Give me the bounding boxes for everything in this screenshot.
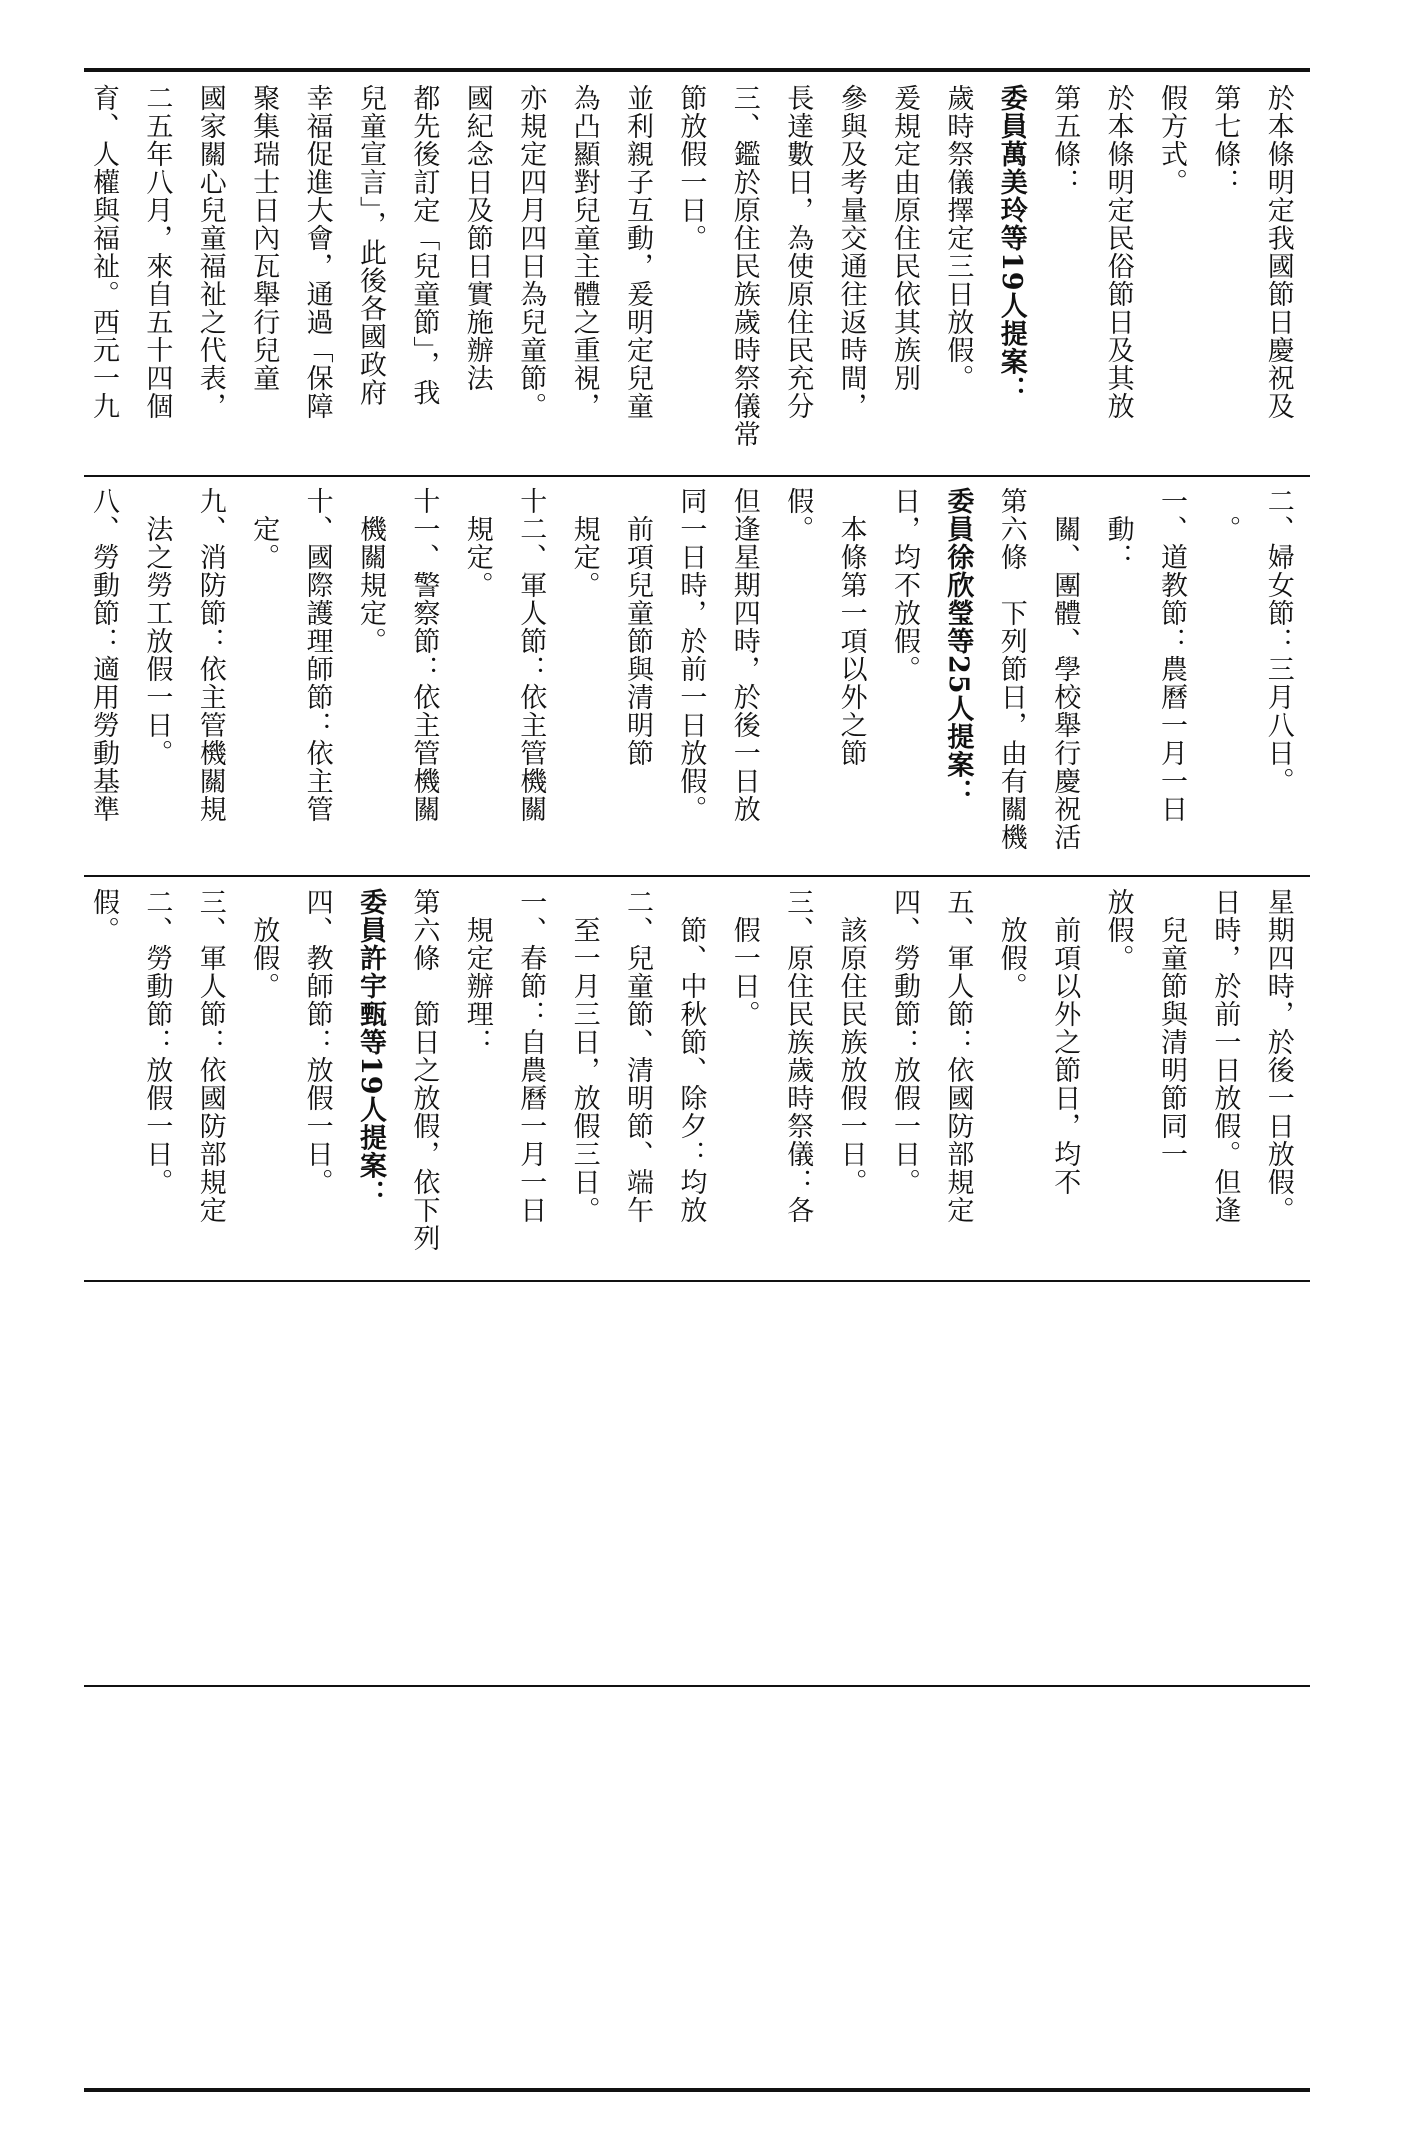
text-line: 前項兒童節與清明節 [622, 487, 653, 767]
text-line: 九、消防節：依主管機關規 [194, 487, 226, 823]
text-line: 二、勞動節：放假一日。 [141, 888, 173, 1196]
text-line: 但逢星期四時，於後一日放 [728, 487, 760, 823]
text-line: 八、勞動節：適用勞動基準 [88, 487, 119, 823]
text-line: 第五條： [1049, 84, 1081, 196]
text-line: 節放假一日。 [675, 84, 707, 252]
text-line: 假。 [88, 888, 119, 944]
text-line: 爰規定由原住民依其族別 [889, 84, 920, 392]
text-line: 關、團體、學校舉行慶祝活 [1049, 487, 1081, 851]
text-line: 第六條 節日之放假，依下列 [408, 888, 440, 1252]
divider-rule-4 [84, 1685, 1310, 1687]
text-line: 並利親子互動，爰明定兒童 [622, 84, 653, 420]
text-band-middle [84, 487, 1310, 871]
text-line: 都先後訂定「兒童節」，我 [408, 84, 440, 407]
text-line: 兒童宣言」，此後各國政府 [355, 84, 386, 407]
text-band-left [84, 888, 1310, 1276]
text-line: 幸福促進大會，通過「保障 [301, 84, 333, 420]
divider-rule-2 [84, 875, 1310, 877]
divider-rule-1 [84, 475, 1310, 477]
text-line: 假。 [782, 487, 814, 543]
text-line: 日時，於前一日放假。但逢 [1209, 888, 1241, 1224]
text-line: 二五年八月，來自五十四個 [141, 84, 173, 420]
text-line: 第六條 下列節日，由有關機 [995, 487, 1027, 851]
text-line: 放假。 [995, 888, 1027, 1000]
text-line: 三、鑑於原住民族歲時祭儀常 [728, 84, 760, 448]
text-line: 機關規定。 [355, 487, 386, 655]
bottom-border-rule [84, 2088, 1310, 2092]
text-line: 亦規定四月四日為兒童節。 [515, 84, 547, 420]
text-line: 聚集瑞士日內瓦舉行兒童 [248, 84, 280, 392]
text-line: 長達數日，為使原住民充分 [782, 84, 814, 420]
text-line: 於本條明定我國節日慶祝及 [1262, 84, 1294, 420]
text-line: 同一日時，於前一日放假。 [675, 487, 707, 823]
text-line: 育、人權與福祉。西元一九 [88, 84, 119, 420]
text-line: 二、兒童節、清明節、端午 [622, 888, 653, 1224]
text-line: 第七條： [1209, 84, 1241, 196]
text-band-right [84, 84, 1310, 470]
text-line: 三、軍人節：依國防部規定 [194, 888, 226, 1224]
text-line: 一、春節：自農曆一月一日 [515, 888, 547, 1224]
text-line: 法之勞工放假一日。 [141, 487, 173, 767]
text-line: 假方式。 [1156, 84, 1187, 196]
text-line: 兒童節與清明節同一 [1156, 888, 1187, 1168]
proposal-heading: 委員徐欣瑩等25人提案： [942, 487, 974, 807]
text-line: 十二、軍人節：依主管機關 [515, 487, 547, 823]
text-line: 放假。 [248, 888, 280, 1000]
text-line: 動： [1102, 487, 1134, 571]
text-line: 國紀念日及節日實施辦法 [461, 84, 493, 392]
text-line: 放假。 [1102, 888, 1134, 972]
text-line: 四、教師節：放假一日。 [301, 888, 333, 1196]
top-border-rule [84, 68, 1310, 72]
text-line: 一、道教節：農曆一月一日 [1156, 487, 1187, 823]
text-line: 五、軍人節：依國防部規定 [942, 888, 974, 1224]
text-line: 二、婦女節：三月八日。 [1262, 487, 1294, 795]
text-line: 節、中秋節、除夕：均放 [675, 888, 707, 1224]
text-line: 四、勞動節：放假一日。 [889, 888, 920, 1196]
text-line: 參與及考量交通往返時間， [835, 84, 867, 420]
text-line: 星期四時，於後一日放假。 [1262, 888, 1294, 1224]
text-line: 國家關心兒童福祉之代表， [194, 84, 226, 420]
text-line: 三、原住民族歲時祭儀：各 [782, 888, 814, 1224]
text-line: 該原住民族放假一日。 [835, 888, 867, 1196]
text-line: 定。 [248, 487, 280, 571]
text-line: 規定。 [568, 487, 600, 599]
proposal-heading: 委員萬美玲等19人提案： [995, 84, 1027, 404]
divider-rule-3 [84, 1280, 1310, 1282]
text-line: 於本條明定民俗節日及其放 [1102, 84, 1134, 420]
text-line: 十、國際護理師節：依主管 [301, 487, 333, 823]
text-line: 歲時祭儀擇定三日放假。 [942, 84, 974, 392]
text-line: 本條第一項以外之節 [835, 487, 867, 767]
text-line: 。 [1209, 487, 1241, 543]
text-line: 前項以外之節日，均不 [1049, 888, 1081, 1196]
text-line: 日，均不放假。 [889, 487, 920, 683]
text-line: 至一月三日，放假三日。 [568, 888, 600, 1224]
text-line: 規定。 [461, 487, 493, 599]
text-line: 規定辦理： [461, 888, 493, 1056]
text-line: 假一日。 [728, 888, 760, 1028]
text-line: 為凸顯對兒童主體之重視， [568, 84, 600, 420]
text-line: 十一、警察節：依主管機關 [408, 487, 440, 823]
proposal-heading: 委員許宇甄等19人提案： [355, 888, 386, 1208]
